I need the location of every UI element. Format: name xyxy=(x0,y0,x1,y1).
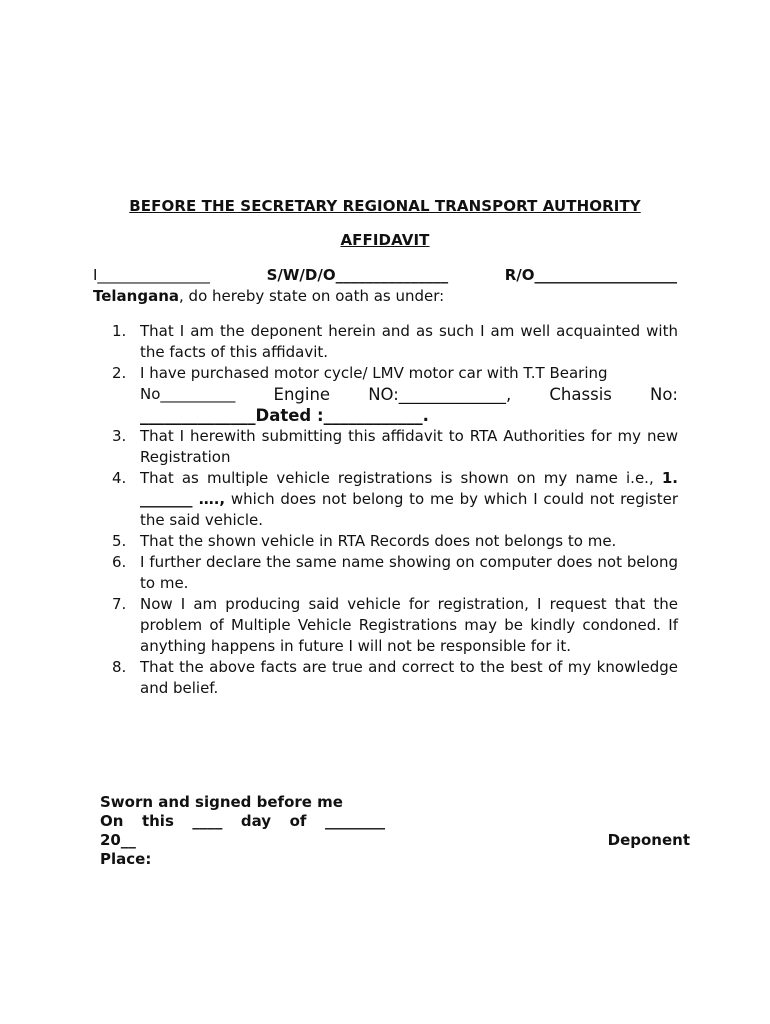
chassis-number-label: No: xyxy=(649,385,678,404)
tt-number-blank: No__________ xyxy=(140,385,236,403)
this-label: this xyxy=(141,812,174,830)
sworn-line: Sworn and signed before me xyxy=(100,793,343,811)
intro-state: Telangana xyxy=(93,287,180,305)
item-text: Now I am producing said vehicle for registration, I request that the problem of Multiple Vehicle Registrations may be kindly condoned. If anything happens in future I will not be responsible for it. xyxy=(140,595,678,655)
list-item xyxy=(112,321,678,363)
item-registration-blank: 1. _______ …., xyxy=(140,469,678,508)
chassis-number-blank: ______________ xyxy=(140,406,256,425)
statement-list xyxy=(112,321,678,699)
dated-label: Dated : xyxy=(255,406,324,425)
item-text: That as multiple vehicle registrations is shown on my name i.e., xyxy=(140,469,654,487)
item-text: That I herewith submitting this affidavit to RTA Authorities for my new Registration xyxy=(140,427,678,466)
month-blank: ________ xyxy=(324,812,385,830)
place-label: Place: xyxy=(100,850,152,868)
list-item xyxy=(112,594,678,657)
date-line xyxy=(100,812,385,831)
intro-relation-blank: S/W/D/O_______________ xyxy=(266,266,449,284)
item-number: 4. xyxy=(112,469,127,487)
intro-paragraph xyxy=(93,265,677,307)
intro-rest: , do hereby state on oath as under: xyxy=(179,287,445,305)
day-label: day xyxy=(240,812,272,830)
intro-residence-blank: R/O___________________ xyxy=(504,266,677,284)
item-text: That the above facts are true and correct to the best of my knowledge and belief. xyxy=(140,658,678,697)
of-label: of xyxy=(289,812,307,830)
on-label: On xyxy=(100,812,124,830)
list-item xyxy=(112,552,678,594)
item-text: That the shown vehicle in RTA Records does not belongs to me. xyxy=(140,532,617,550)
item-number: 2. xyxy=(112,364,127,382)
year-deponent-line xyxy=(100,831,690,850)
deponent-label: Deponent xyxy=(607,831,690,849)
list-item xyxy=(112,468,678,531)
item-number: 8. xyxy=(112,658,127,676)
item-text: That I am the deponent herein and as such I am well acquainted with the facts of this affidavit. xyxy=(140,322,678,361)
engine-number-blank: NO:_____________, xyxy=(368,385,512,404)
item-dated-line xyxy=(140,405,678,426)
item-text-continued: which does not belong to me by which I could not register the said vehicle. xyxy=(140,490,678,529)
item-text: I further declare the same name showing on computer does not belong to me. xyxy=(140,553,678,592)
intro-line-1 xyxy=(93,265,677,286)
engine-label: Engine xyxy=(273,385,331,404)
item-number: 3. xyxy=(112,427,127,445)
list-item xyxy=(112,657,678,699)
dated-blank: ____________. xyxy=(323,406,429,425)
chassis-label: Chassis xyxy=(549,385,612,404)
document-heading: BEFORE THE SECRETARY REGIONAL TRANSPORT AUTHORITY xyxy=(129,197,641,215)
list-item xyxy=(112,426,678,468)
item-number: 7. xyxy=(112,595,127,613)
list-item xyxy=(112,531,678,552)
item-vehicle-numbers-line xyxy=(140,384,678,405)
day-blank: ____ xyxy=(192,812,223,830)
intro-name-blank: I_______________ xyxy=(93,266,210,284)
item-text: I have purchased motor cycle/ LMV motor car with T.T Bearing xyxy=(140,364,608,382)
document-title: AFFIDAVIT xyxy=(340,231,430,249)
item-number: 1. xyxy=(112,322,127,340)
year-blank: 20__ xyxy=(100,831,136,849)
list-item xyxy=(112,363,678,426)
signature-block xyxy=(100,793,690,869)
item-number: 6. xyxy=(112,553,127,571)
intro-line-2 xyxy=(93,286,677,307)
item-number: 5. xyxy=(112,532,127,550)
